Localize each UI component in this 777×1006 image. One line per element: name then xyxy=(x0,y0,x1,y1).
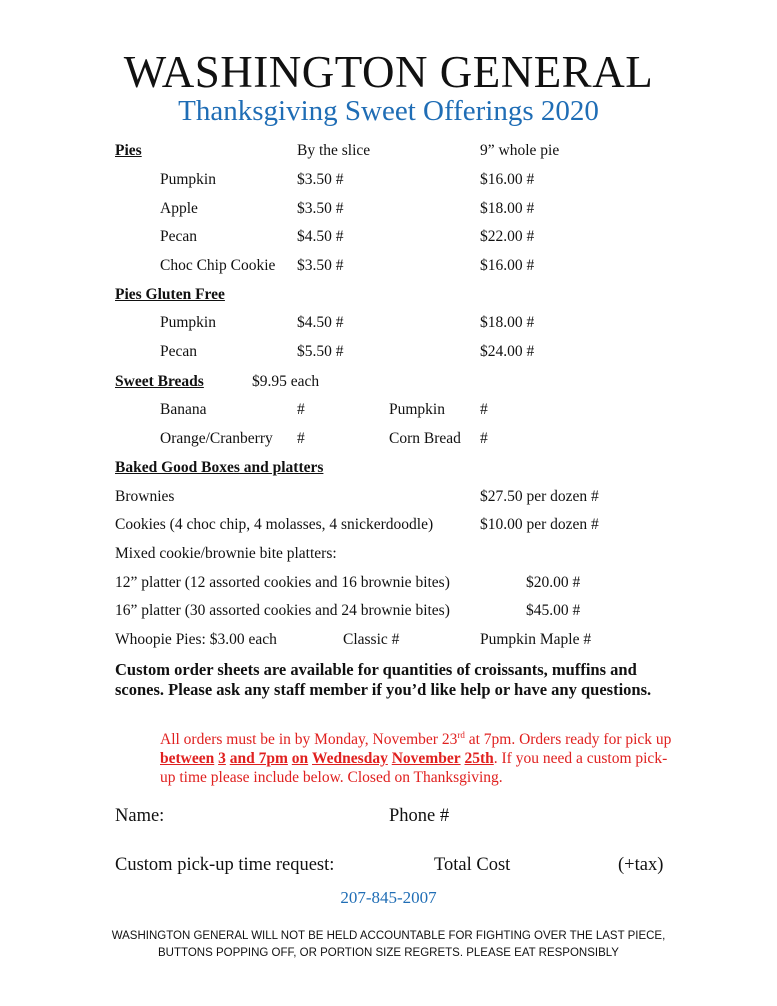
order-notice-text: All orders must be in by Monday, November 23 xyxy=(160,731,458,749)
pie-whole-price: $16.00 # xyxy=(480,171,535,188)
pie-slice-price: $3.50 # xyxy=(297,200,344,217)
page-title: WASHINGTON GENERAL xyxy=(123,47,654,97)
pies-heading: Pies xyxy=(115,142,142,159)
pies-slice-header: By the slice xyxy=(297,142,371,159)
platters-label: Mixed cookie/brownie bite platters: xyxy=(115,545,337,562)
bread-mark: # xyxy=(480,401,488,418)
name-label: Name: xyxy=(115,806,165,826)
order-notice-emphasis: 25th xyxy=(464,750,494,768)
bread-mark: # xyxy=(297,430,305,447)
gf-pie-slice-price: $4.50 # xyxy=(297,314,344,331)
boxes-heading: Baked Good Boxes and platters xyxy=(115,459,324,476)
sweet-breads-price: $9.95 each xyxy=(252,373,320,390)
bread-mark: # xyxy=(297,401,305,418)
gf-pie-name: Pumpkin xyxy=(160,314,216,331)
cookies-label: Cookies (4 choc chip, 4 molasses, 4 snickerdoodle) xyxy=(115,516,434,533)
order-notice-emphasis: between xyxy=(160,750,215,768)
pie-slice-price: $3.50 # xyxy=(297,257,344,274)
pie-whole-price: $18.00 # xyxy=(480,200,535,217)
order-notice-text: . If you need a custom pick-up time please include below. Closed on Thanksgiving. xyxy=(160,750,668,787)
platter-12-label: 12” platter (12 assorted cookies and 16 brownie bites) xyxy=(115,574,450,591)
pie-whole-price: $16.00 # xyxy=(480,257,535,274)
pie-whole-price: $22.00 # xyxy=(480,228,535,245)
bread-name: Corn Bread xyxy=(389,430,461,447)
gf-pie-whole-price: $24.00 # xyxy=(480,343,535,360)
pie-name: Pecan xyxy=(160,228,198,245)
custom-order-note: Custom order sheets are available for quantities of croissants, muffins and scones. Please ask any staff member if you’d like help or have any questions. xyxy=(115,660,652,699)
pie-slice-price: $3.50 # xyxy=(297,171,344,188)
bread-mark: # xyxy=(480,430,488,447)
bread-name: Orange/Cranberry xyxy=(160,430,273,447)
page-subtitle: Thanksgiving Sweet Offerings 2020 xyxy=(178,95,599,127)
order-notice-emphasis: Wednesday xyxy=(312,750,388,768)
platter-16-price: $45.00 # xyxy=(526,602,581,619)
order-notice-emphasis: 3 xyxy=(218,750,226,768)
order-notice-emphasis: and 7pm xyxy=(229,750,288,768)
whoopie-pumpkin-maple: Pumpkin Maple # xyxy=(480,631,592,648)
brownies-price: $27.50 per dozen # xyxy=(480,488,599,505)
phone-label: Phone # xyxy=(389,806,450,826)
whoopie-label: Whoopie Pies: $3.00 each xyxy=(115,631,277,648)
pie-slice-price: $4.50 # xyxy=(297,228,344,245)
cookies-price: $10.00 per dozen # xyxy=(480,516,599,533)
pie-name: Choc Chip Cookie xyxy=(160,257,276,274)
whoopie-classic: Classic # xyxy=(343,631,400,648)
platter-16-label: 16” platter (30 assorted cookies and 24 brownie bites) xyxy=(115,602,450,619)
gluten-free-heading: Pies Gluten Free xyxy=(115,286,225,303)
gf-pie-whole-price: $18.00 # xyxy=(480,314,535,331)
pies-whole-header: 9” whole pie xyxy=(480,142,560,159)
platter-12-price: $20.00 # xyxy=(526,574,581,591)
order-notice-sup: rd xyxy=(457,730,465,740)
disclaimer: WASHINGTON GENERAL WILL NOT BE HELD ACCOUNTABLE FOR FIGHTING OVER THE LAST PIECE, BUTTONS POPPING OFF, OR PORTION SIZE REGRETS. PLEASE EAT RESPONSIBLY xyxy=(111,930,666,959)
bread-name: Pumpkin xyxy=(389,401,445,418)
pie-name: Pumpkin xyxy=(160,171,216,188)
gf-pie-slice-price: $5.50 # xyxy=(297,343,344,360)
order-notice xyxy=(160,726,675,787)
brownies-label: Brownies xyxy=(115,488,175,505)
pie-name: Apple xyxy=(160,200,198,217)
bread-name: Banana xyxy=(160,401,207,418)
tax-label: (+tax) xyxy=(618,855,664,875)
sweet-breads-heading: Sweet Breads xyxy=(115,373,204,390)
gf-pie-name: Pecan xyxy=(160,343,198,360)
total-cost-label: Total Cost xyxy=(434,855,511,875)
order-notice-text: at 7pm. Orders ready for pick up xyxy=(464,731,672,749)
order-notice-emphasis: on xyxy=(291,750,309,768)
order-notice-emphasis: November xyxy=(391,750,461,768)
store-phone-number: 207-845-2007 xyxy=(340,888,437,907)
pickup-time-label: Custom pick-up time request: xyxy=(115,855,335,875)
